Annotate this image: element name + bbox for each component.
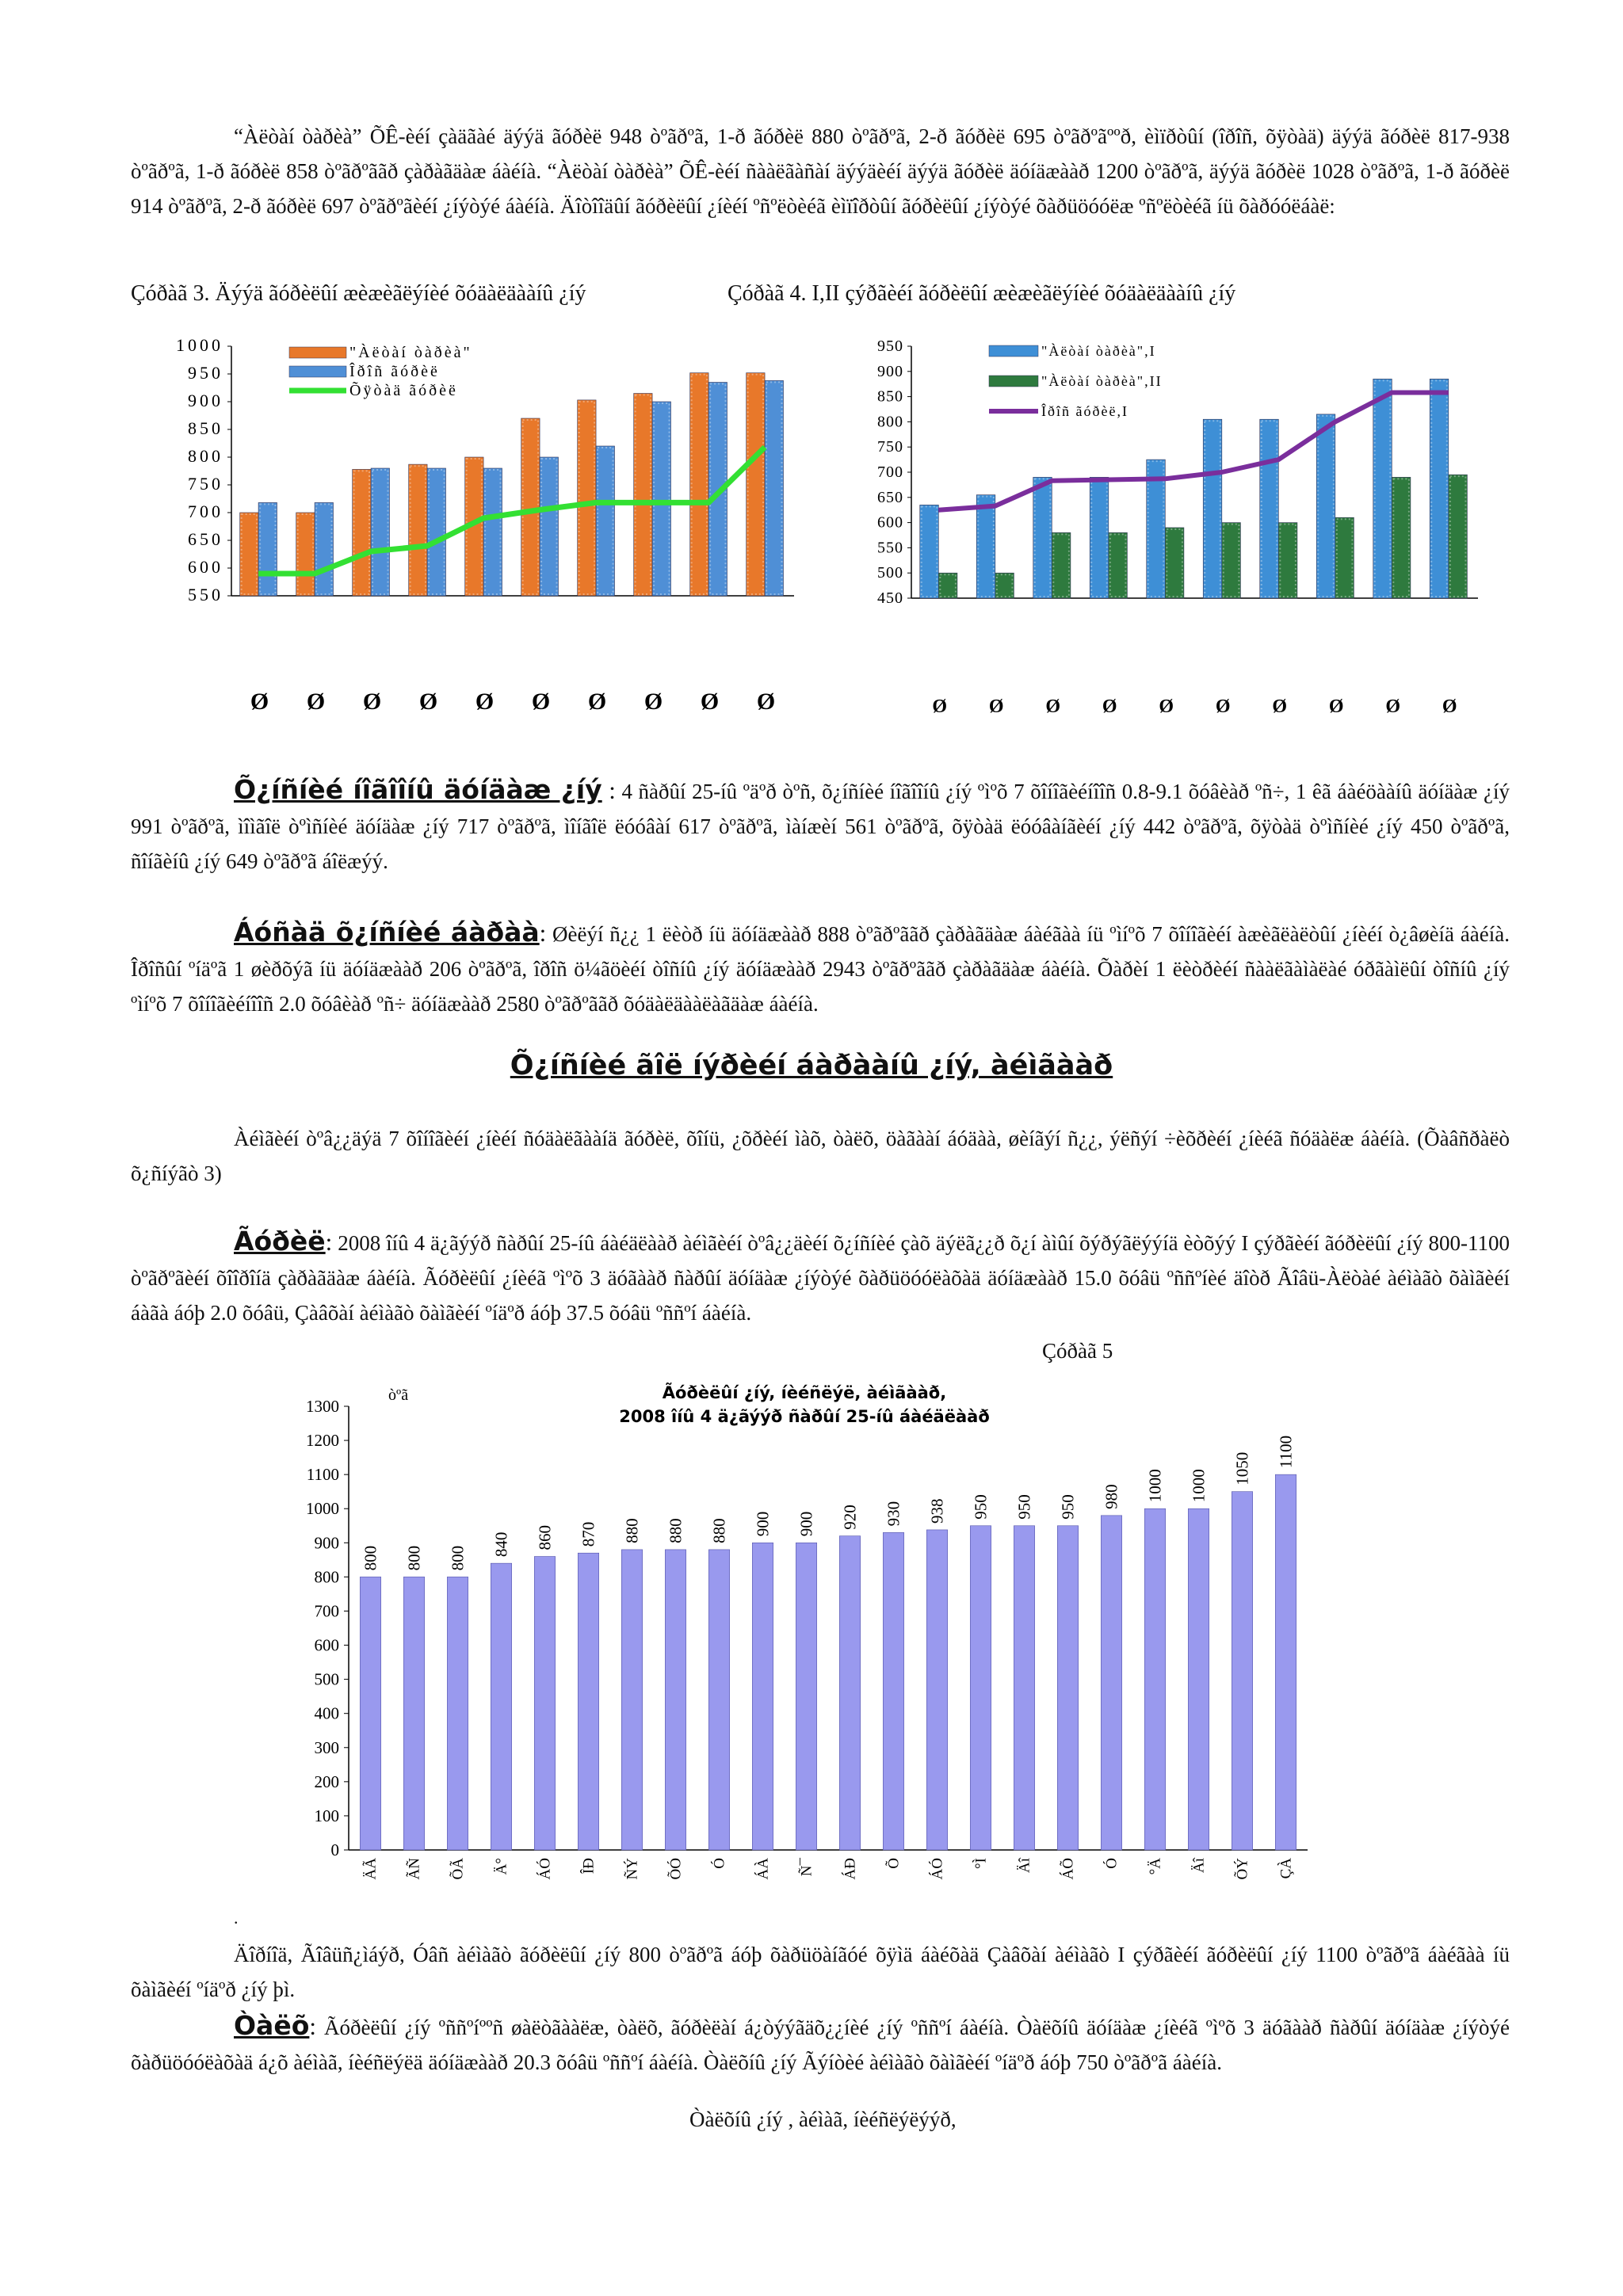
x-tick-label: Ø	[1328, 696, 1344, 717]
x-tick-label: ÑÝ	[624, 1858, 641, 1880]
bar-series1	[1090, 477, 1109, 598]
section-title-text: Õ¿íñíèé ãîë íýðèéí áàðààíû ¿íý, àéìãààð	[510, 1050, 1113, 1081]
bar-series2	[596, 446, 614, 596]
chart3-caption: Çóðàã 3. Äýýä ãóðèëûí æèæèãëýíèé õóäàëäààíû ¿íý	[131, 281, 586, 306]
x-tick-label: Ø	[932, 696, 948, 717]
legend-label: Îðîñ ãóðèë	[349, 363, 440, 380]
x-tick-label: ÃÑ	[406, 1858, 423, 1880]
bar-series1	[1316, 414, 1335, 598]
y-tick-label: 450	[877, 589, 903, 607]
x-tick-label: Ä°	[493, 1858, 510, 1875]
flour-paragraph	[131, 1224, 1510, 1330]
data-label: 880	[709, 1518, 729, 1543]
bar	[796, 1543, 816, 1850]
bar-series1	[1260, 419, 1279, 598]
chart-title-line2: 2008 îíû 4 ä¿ãýýð ñàðûí 25-íû áàéäëààð	[619, 1407, 990, 1426]
bar-series1	[920, 505, 939, 598]
data-label: 930	[884, 1501, 903, 1527]
data-label: 800	[361, 1545, 380, 1571]
legend-label: "Àëòàí òàðèà",II	[1041, 373, 1163, 389]
legend-swatch	[289, 347, 346, 358]
legend-swatch	[989, 345, 1038, 357]
x-tick-label: Ø	[1159, 696, 1174, 717]
x-tick-label: °Ä	[1147, 1858, 1164, 1875]
x-tick-label: Ø	[531, 688, 551, 715]
y-tick-label: 550	[188, 585, 223, 605]
x-tick-label: Ø	[250, 688, 269, 715]
x-tick-label: Ø	[756, 688, 776, 715]
bar-series2	[540, 457, 558, 596]
x-tick-label: ÁÓ	[929, 1858, 946, 1880]
x-tick-label: Ø	[643, 688, 663, 715]
y-tick-label: 1200	[306, 1431, 339, 1451]
y-tick-label: 750	[877, 438, 903, 456]
y-tick-label: 0	[330, 1840, 339, 1859]
vegetable-text: 4 ñàðûí 25-íû ºäºð òºñ, õ¿íñíèé íîãîîíû ¿íý ºìºõ 7 õîíîãèéíîîñ 0.8-9.1 õóâèàð ºñ÷, 1 êã áàéöààíû äóíäàæ ¿íý 991 òºãðºã, ìîìãîë òºìñíèé äóíäàæ ¿íý 717 òºãðºã, ìîíãîë ëóóâàí 617 òºãðºã, ìàíæèí 561 òºãðºã, õÿòàä ëóóâàíãèéí ¿íý 442 òºãðºã, õÿòàä òºìñíèé ¿íý 450 òºãðºã, ñîíãèíû ¿íý 649 òºãðºã áîëæýý.	[131, 780, 1510, 873]
x-tick-label: Ø	[700, 688, 720, 715]
bar	[403, 1577, 424, 1850]
x-tick-label: Ó	[1103, 1858, 1121, 1869]
x-tick-label: Ø	[587, 688, 607, 715]
bar	[1144, 1508, 1165, 1850]
x-tick-label: Ø	[1045, 696, 1061, 717]
other-goods-paragraph	[131, 915, 1510, 1021]
x-tick-label: Ø	[1272, 696, 1288, 717]
x-tick-label: °Ì	[972, 1858, 990, 1869]
bar	[491, 1563, 511, 1850]
y-tick-label: 950	[877, 338, 903, 355]
x-tick-label: ÁÀ	[754, 1858, 772, 1880]
x-tick-label: ÁÐ	[842, 1858, 859, 1880]
bar	[839, 1536, 860, 1850]
bar-series1	[353, 469, 371, 596]
data-label: 980	[1102, 1484, 1121, 1509]
data-label: 938	[927, 1498, 947, 1524]
bar-series2	[765, 380, 783, 596]
data-label: 1100	[1276, 1435, 1296, 1469]
legend-label: Îðîñ ãóðèë,I	[1041, 403, 1128, 419]
bar-series2	[652, 402, 670, 596]
bar	[708, 1550, 729, 1850]
data-label: 950	[1058, 1494, 1078, 1520]
data-label: 950	[971, 1494, 991, 1520]
data-label: 1000	[1145, 1469, 1165, 1503]
bar-series2	[1222, 523, 1241, 598]
legend-swatch	[989, 376, 1038, 387]
bar-series1	[1033, 477, 1052, 598]
x-tick-label: Ø	[475, 688, 495, 715]
bar-series1	[1373, 379, 1392, 598]
x-tick-label: Ñ¯	[798, 1858, 815, 1877]
section-title	[0, 1050, 1623, 1081]
flour-text: 2008 îíû 4 ä¿ãýýð ñàðûí 25-íû áàéäëààð àéìãèéí òºâ¿¿äèéí õ¿íñíèé çàõ äýëã¿¿ð õ¿í àìûí õýðýãëýýíä èòõýý I çýðãèéí ãóðèëûí ¿íý 800-1100 òºãðºãèéí õîîðîíä çàðàãäàæ áàéíà. Ãóðèëûí ¿íèéã ºìºõ 3 äóãààð ñàðûí äóíäàæ ¿íýòýé õàðüöóóëàõàä äóíäæààð 15.0 õóâü ºññºíèé äîòð Ãîâü-Àëòàé àéìàãò õàìãèéí áàãà áóþ 2.0 õóâü, Çàâõàí àéìàãò õàìãèéí ºíäºð áóþ 37.5 õóâü ºññºí áàéíà.	[131, 1231, 1510, 1325]
x-tick-label: Ø	[1215, 696, 1231, 717]
bar	[578, 1553, 598, 1850]
bar	[447, 1577, 468, 1850]
y-tick-label: 1100	[306, 1465, 339, 1485]
y-tick-label: 900	[188, 391, 223, 410]
y-tick-label: 1000	[306, 1499, 339, 1519]
data-label: 1050	[1232, 1451, 1252, 1486]
y-tick-label: 900	[877, 362, 903, 380]
y-tick-label: 1000	[176, 335, 223, 355]
y-tick-label: 850	[877, 387, 903, 406]
bar-series2	[1052, 532, 1071, 598]
data-label: 840	[491, 1531, 511, 1558]
bar	[665, 1550, 685, 1850]
chart4-price-chart	[864, 333, 1498, 729]
x-tick-label: ÁÓ	[537, 1858, 554, 1880]
bar-series2	[1449, 475, 1468, 598]
x-tick-label: ÕÃ	[449, 1858, 467, 1880]
legend-swatch	[289, 366, 346, 377]
bar	[1057, 1526, 1078, 1850]
y-tick-label: 900	[314, 1533, 339, 1553]
trailing-caption: Òàëõíû ¿íý , àéìàã, íèéñëýëýýð,	[689, 2107, 957, 2131]
data-label: 900	[796, 1511, 816, 1537]
bar-series2	[427, 468, 445, 596]
data-label: 1000	[1189, 1469, 1209, 1503]
x-tick-label: ÇÀ	[1277, 1858, 1295, 1879]
x-tick-label: Äî	[1016, 1858, 1033, 1873]
aimag-intro-paragraph: Àéìãèéí òºâ¿¿äýä 7 õîíîãèéí ¿íèéí ñóäàëãààíä ãóðèë, õîíü, ¿õðèéí ìàõ, òàëõ, öàãààí áóäàà, øèíãýí ñ¿¿, ýëñýí ÷èõðèéí ¿íèéã ñóäàëæ áàéíà. (Õàâñðàëò õ¿ñíýãò 3)	[131, 1127, 1510, 1185]
x-tick-label: Õ	[885, 1858, 903, 1869]
y-tick-label: 850	[188, 418, 223, 438]
data-label: 920	[840, 1505, 860, 1530]
data-label: 860	[535, 1525, 555, 1550]
bar-series1	[747, 373, 765, 596]
y-tick-label: 200	[314, 1772, 339, 1791]
chart5-caption: Çóðàã 5	[1042, 1339, 1113, 1363]
bar-series1	[976, 495, 995, 598]
bar	[1188, 1508, 1209, 1850]
y-tick-label: 700	[188, 502, 223, 521]
bar	[752, 1543, 773, 1850]
x-tick-label: Ø	[418, 688, 438, 715]
vegetable-colon: :	[601, 776, 616, 804]
bar-series2	[1109, 532, 1128, 598]
data-label: 800	[404, 1545, 424, 1571]
bar-series1	[578, 400, 596, 596]
bar-series1	[521, 418, 540, 596]
flour-colon: :	[325, 1228, 333, 1256]
bar	[621, 1550, 642, 1850]
bar-series1	[1203, 419, 1222, 598]
bar-series2	[938, 573, 957, 598]
bread-heading: Òàëõ	[234, 2010, 310, 2041]
y-tick-label: 500	[877, 564, 903, 582]
bar-series1	[296, 513, 315, 596]
x-tick-label: Ø	[988, 696, 1004, 717]
y-tick-label: 550	[877, 539, 903, 557]
y-tick-label: 600	[188, 557, 223, 577]
chart3-price-chart	[143, 333, 816, 729]
bar-series1	[1430, 379, 1449, 598]
x-tick-label: Ø	[1102, 696, 1117, 717]
x-tick-label: Äî	[1190, 1858, 1208, 1873]
vegetable-paragraph	[131, 772, 1510, 879]
data-label: 950	[1014, 1494, 1034, 1520]
bar	[360, 1577, 380, 1850]
vegetable-heading: Õ¿íñíèé íîãîîíû äóíäàæ ¿íý	[234, 774, 602, 805]
other-goods-text: Øèëýí ñ¿¿ 1 ëèòð íü äóíäæààð 888 òºãðºããð çàðàãäàæ áàéãàà íü ºìíºõ 7 õîíîãèéí àæèãëàëòûí ¿íèéí ò¿âøèíä áàéíà. Îðîñûí ºíäºã 1 øèðõýã íü äóíäæààð 206 òºãðºã, îðîñ ö¼ãöèéí òîñíû ¿íý äóíäæààð 2943 òºãðºããð çàðàãäàæ áàéíà. Õàðèí 1 ëèòðèéí ñààëãàìàëàé óðãàìëûí òîñíû ¿íý ºìíºõ 7 õîíîãèéíîîñ 2.0 õóâèàð ºñ÷ äóíäæààð 2580 òºãðºããð õóäàëäààëàãäàæ áàéíà.	[131, 922, 1510, 1016]
data-label: 880	[666, 1518, 685, 1543]
bar-series2	[1392, 477, 1411, 598]
chart4-caption: Çóðàã 4. I,II çýðãèéí ãóðèëûí æèæèãëýíèé õóäàëäààíû ¿íý	[727, 281, 1236, 306]
y-tick-label: 100	[314, 1806, 339, 1825]
y-tick-label: 650	[188, 529, 223, 549]
bar-series2	[1165, 528, 1184, 598]
legend-label: Õÿòàä ãóðèë	[349, 382, 458, 399]
y-tick-label: 950	[188, 363, 223, 383]
bar-series2	[1335, 517, 1354, 598]
bar	[883, 1532, 903, 1850]
flour-heading: Ãóðèë	[234, 1226, 326, 1257]
line-series3	[258, 447, 765, 574]
data-label: 900	[753, 1511, 773, 1537]
y-tick-label: 400	[314, 1703, 339, 1723]
y-tick-label: 800	[877, 413, 903, 431]
x-tick-label: Ó	[711, 1858, 728, 1869]
y-tick-label: 650	[877, 488, 903, 506]
chart5-flour-price-chart	[285, 1375, 1339, 1913]
bread-paragraph	[131, 2008, 1510, 2080]
bar-series1	[409, 464, 427, 596]
bar-series2	[258, 502, 277, 596]
other-goods-heading: Áóñàä õ¿íñíèé áàðàà	[234, 917, 540, 948]
bar-series2	[483, 468, 502, 596]
y-unit-label: òºã	[388, 1386, 409, 1404]
bar	[926, 1530, 947, 1850]
chart-title-line1: Ãóðèëûí ¿íý, íèéñëýë, àéìãààð,	[662, 1383, 947, 1402]
y-tick-label: 700	[314, 1601, 339, 1621]
x-tick-label: Ø	[362, 688, 382, 715]
bar-series1	[240, 513, 258, 596]
legend-label: "Àëòàí òàðèà"	[349, 344, 472, 361]
bar-series2	[995, 573, 1014, 598]
x-tick-label: Ø	[1442, 696, 1457, 717]
y-tick-label: 1300	[306, 1397, 339, 1416]
bar	[1014, 1526, 1034, 1850]
y-tick-label: 500	[314, 1669, 339, 1689]
bar-series2	[315, 502, 333, 596]
data-label: 880	[622, 1518, 642, 1543]
bar-series1	[634, 394, 652, 597]
y-tick-label: 750	[188, 474, 223, 494]
data-label: 870	[579, 1521, 598, 1547]
y-tick-label: 800	[314, 1567, 339, 1587]
x-tick-label: ÕÝ	[1234, 1858, 1251, 1880]
bread-text: Ãóðèëûí ¿íý ºññºíººñ øàëòãààëæ, òàëõ, ãóðèëàí á¿òýýãäõ¿¿íèé ¿íý ºññºí áàéíà. Òàëõíû äóíäàæ ¿íèéã ºìºõ 3 äóãààð ñàðûí äóíäàæ ¿íýòýé õàðüöóóëàõàä á¿õ àéìàã, íèéñëýëä äóíäæààð 20.3 õóâü ºññºí áàéíà. Òàëõíû ¿íý Ãýíòèé àéìàãò õàìãèéí ºíäºð áóþ 750 òºãðºã áàéíà.	[131, 2016, 1510, 2074]
bread-colon: :	[309, 2012, 316, 2040]
y-tick-label: 600	[877, 513, 903, 532]
bar-series2	[1278, 523, 1297, 598]
after-chart-paragraph: Äîðíîä, Ãîâüñ¿ìáýð, Óâñ àéìàãò ãóðèëûí ¿íý 800 òºãðºã áóþ õàðüöàíãóé õÿìä áàéõàä Çàâõàí àéìàãò I çýðãèéí ãóðèëûí ¿íý 1100 òºãðºã áàéãàà íü õàìãèéí ºíäºð ¿íý þì.	[131, 1943, 1510, 2001]
y-tick-label: 700	[877, 463, 903, 481]
x-tick-label: Ø	[1385, 696, 1401, 717]
legend-label: "Àëòàí òàðèà",I	[1041, 343, 1156, 359]
x-tick-label: ÕÓ	[667, 1858, 685, 1880]
intro-paragraph: “Àëòàí òàðèà” ÕÊ-èéí çàäãàé äýýä ãóðèë 948 òºãðºã, 1-ð ãóðèë 880 òºãðºã, 2-ð ãóðèë 695 òºãðºãººð, èìïðòûí (îðîñ, õÿòàä) äýýä ãóðèë 817-938 òºãðºã, 1-ð ãóðèë 858 òºãðºããð çàðàãäàæ áàéíà. “Àëòàí òàðèà” ÕÊ-èéí ñààëãàñàí äýýäèéí äýýä ãóðèë äóíäæààð 1200 òºãðºã, äýýä ãóðèë 1028 òºãðºã, 1-ð ãóðèë 914 òºãðºã, 2-ð ãóðèë 697 òºãðºãèéí ¿íýòýé áàéíà. Äîòîîäûí ãóðèëûí ¿íèéí ºñºëòèéã èìïîðòûí ãóðèëûí ¿íýòýé õàðüöóóëæ ºñºëòèéã íü õàðóóëáàë:	[131, 124, 1510, 218]
bar	[534, 1557, 555, 1850]
bar	[1101, 1516, 1121, 1850]
x-tick-label: Ø	[306, 688, 326, 715]
x-tick-label: ÄÃ	[362, 1858, 380, 1880]
x-tick-label: ÁÕ	[1060, 1858, 1077, 1880]
dot-mark: .	[234, 1908, 239, 1928]
bar	[1275, 1474, 1296, 1850]
data-label: 800	[448, 1545, 468, 1571]
bar-series2	[371, 468, 389, 596]
bar	[1232, 1492, 1252, 1850]
other-goods-colon: :	[539, 919, 547, 947]
y-tick-label: 600	[314, 1635, 339, 1655]
y-tick-label: 300	[314, 1737, 339, 1757]
bar	[970, 1526, 991, 1850]
x-tick-label: ÎÐ	[580, 1858, 598, 1875]
y-tick-label: 800	[188, 446, 223, 466]
bar-series1	[690, 373, 708, 596]
